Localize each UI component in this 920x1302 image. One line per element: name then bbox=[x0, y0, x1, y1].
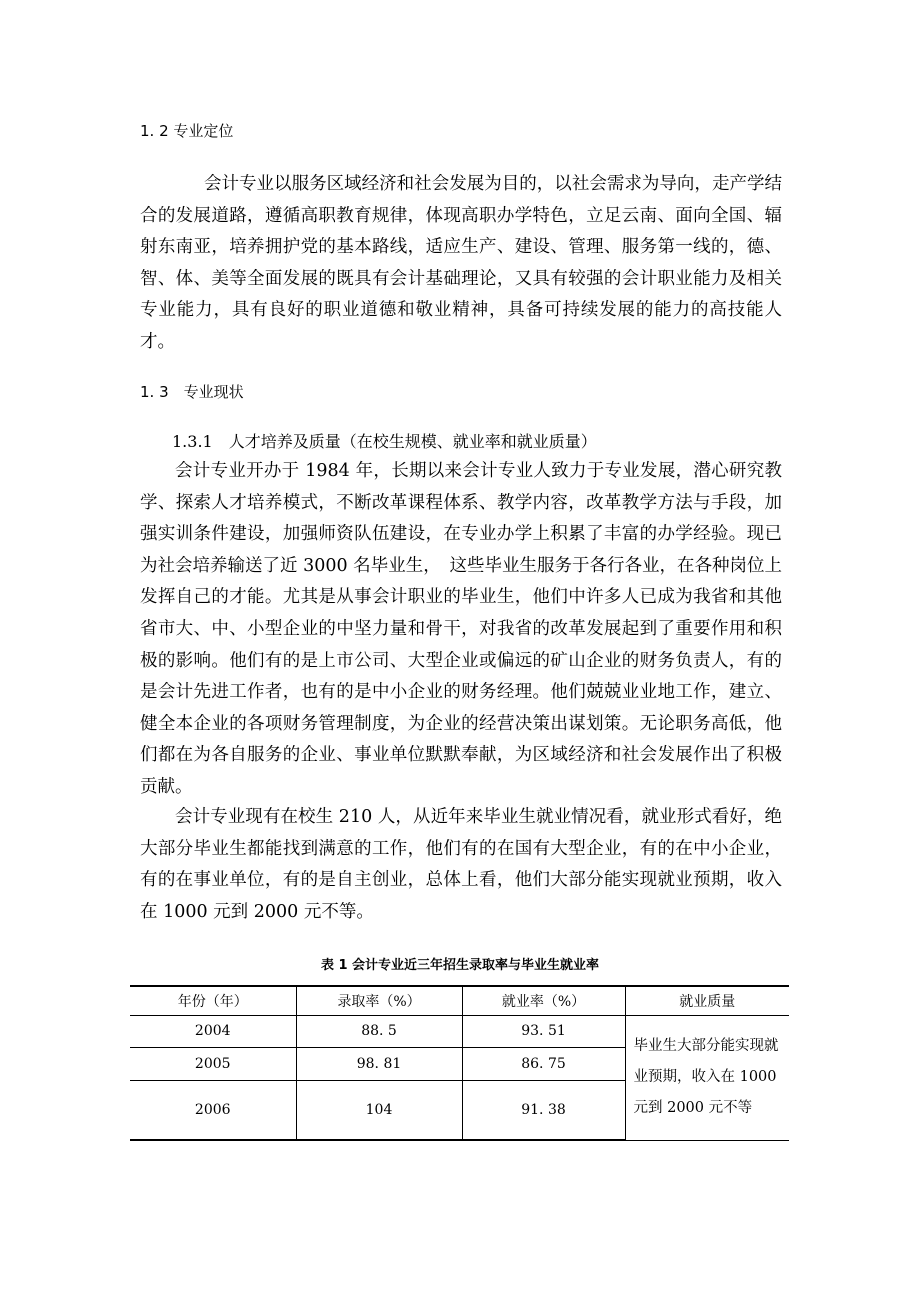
header-admission-rate: 录取率（%） bbox=[296, 986, 462, 1015]
admission-employment-table bbox=[130, 985, 789, 1141]
cell-employment-rate: 93. 51 bbox=[462, 1015, 625, 1047]
cell-admission-rate: 88. 5 bbox=[296, 1015, 462, 1047]
header-year: 年份（年） bbox=[130, 986, 296, 1015]
cell-admission-rate: 98. 81 bbox=[296, 1047, 462, 1080]
cell-employment-rate: 86. 75 bbox=[462, 1047, 625, 1080]
subsection-heading-1-3-1: 1.3.1 人才培养及质量（在校生规模、就业率和就业质量） bbox=[172, 432, 597, 451]
cell-year: 2005 bbox=[130, 1047, 296, 1080]
header-employment-rate: 就业率（%） bbox=[462, 986, 625, 1015]
table-row bbox=[130, 1015, 789, 1047]
paragraph-professional-positioning: 会计专业以服务区域经济和社会发展为目的，以社会需求为导向，走产学结合的发展道路，遵循高职教育规律，体现高职办学特色，立足云南、面向全国、辐射东南亚，培养拥护党的基本路线，适应生产、建设、管理、服务第一线的，德、智、体、美等全面发展的既具有会计基础理论，又具有较强的会计职业能力及相关专业能力，具有良好的职业道德和敬业精神，具备可持续发展的能力的高技能人才。 bbox=[140, 174, 782, 352]
paragraph-employment-status: 会计专业现有在校生 210 人，从近年来毕业生就业情况看，就业形式看好，绝大部分毕业生都能找到满意的工作，他们有的在国有大型企业，有的在中小企业，有的在事业单位，有的是自主创业，总体上看，他们大部分能实现就业预期，收入在 1000 元到 2000 元不等。 bbox=[140, 807, 782, 922]
cell-employment-rate: 91. 38 bbox=[462, 1080, 625, 1140]
section-heading-1-2: 1. 2 专业定位 bbox=[140, 122, 234, 140]
table-caption: 表 1 会计专业近三年招生录取率与毕业生就业率 bbox=[320, 958, 600, 973]
cell-year: 2006 bbox=[130, 1080, 296, 1140]
cell-admission-rate: 104 bbox=[296, 1080, 462, 1140]
section-heading-1-3: 1. 3 专业现状 bbox=[140, 383, 244, 401]
paragraph-training-history: 会计专业开办于 1984 年，长期以来会计专业人致力于专业发展，潜心研究教学、探索人才培养模式，不断改革课程体系、教学内容，改革教学方法与手段，加强实训条件建设，加强师资队伍建设，在专业办学上积累了丰富的办学经验。现已为社会培养输送了近 3000 名毕业生， 这些毕业生服务于各行各业，在各种岗位上发挥自己的才能。尤其是从事会计职业的毕业生，他们中许多人已成为我省和其他省市大、中、小型企业的中坚力量和骨干，对我省的改革发展起到了重要作用和积极的影响。他们有的是上市公司、大型企业或偏远的矿山企业的财务负责人，有的是会计先进工作者，也有的是中小企业的财务经理。他们兢兢业业地工作，建立、健全本企业的各项财务管理制度，为企业的经营决策出谋划策。无论职务高低，他们都在为各自服务的企业、事业单位默默奉献，为区域经济和社会发展作出了积极贡献。 bbox=[140, 461, 782, 797]
table-header-row bbox=[130, 986, 789, 1015]
cell-employment-quality: 毕业生大部分能实现就业预期，收入在 1000 元到 2000 元不等 bbox=[625, 1015, 789, 1140]
cell-year: 2004 bbox=[130, 1015, 296, 1047]
header-employment-quality: 就业质量 bbox=[625, 986, 789, 1015]
